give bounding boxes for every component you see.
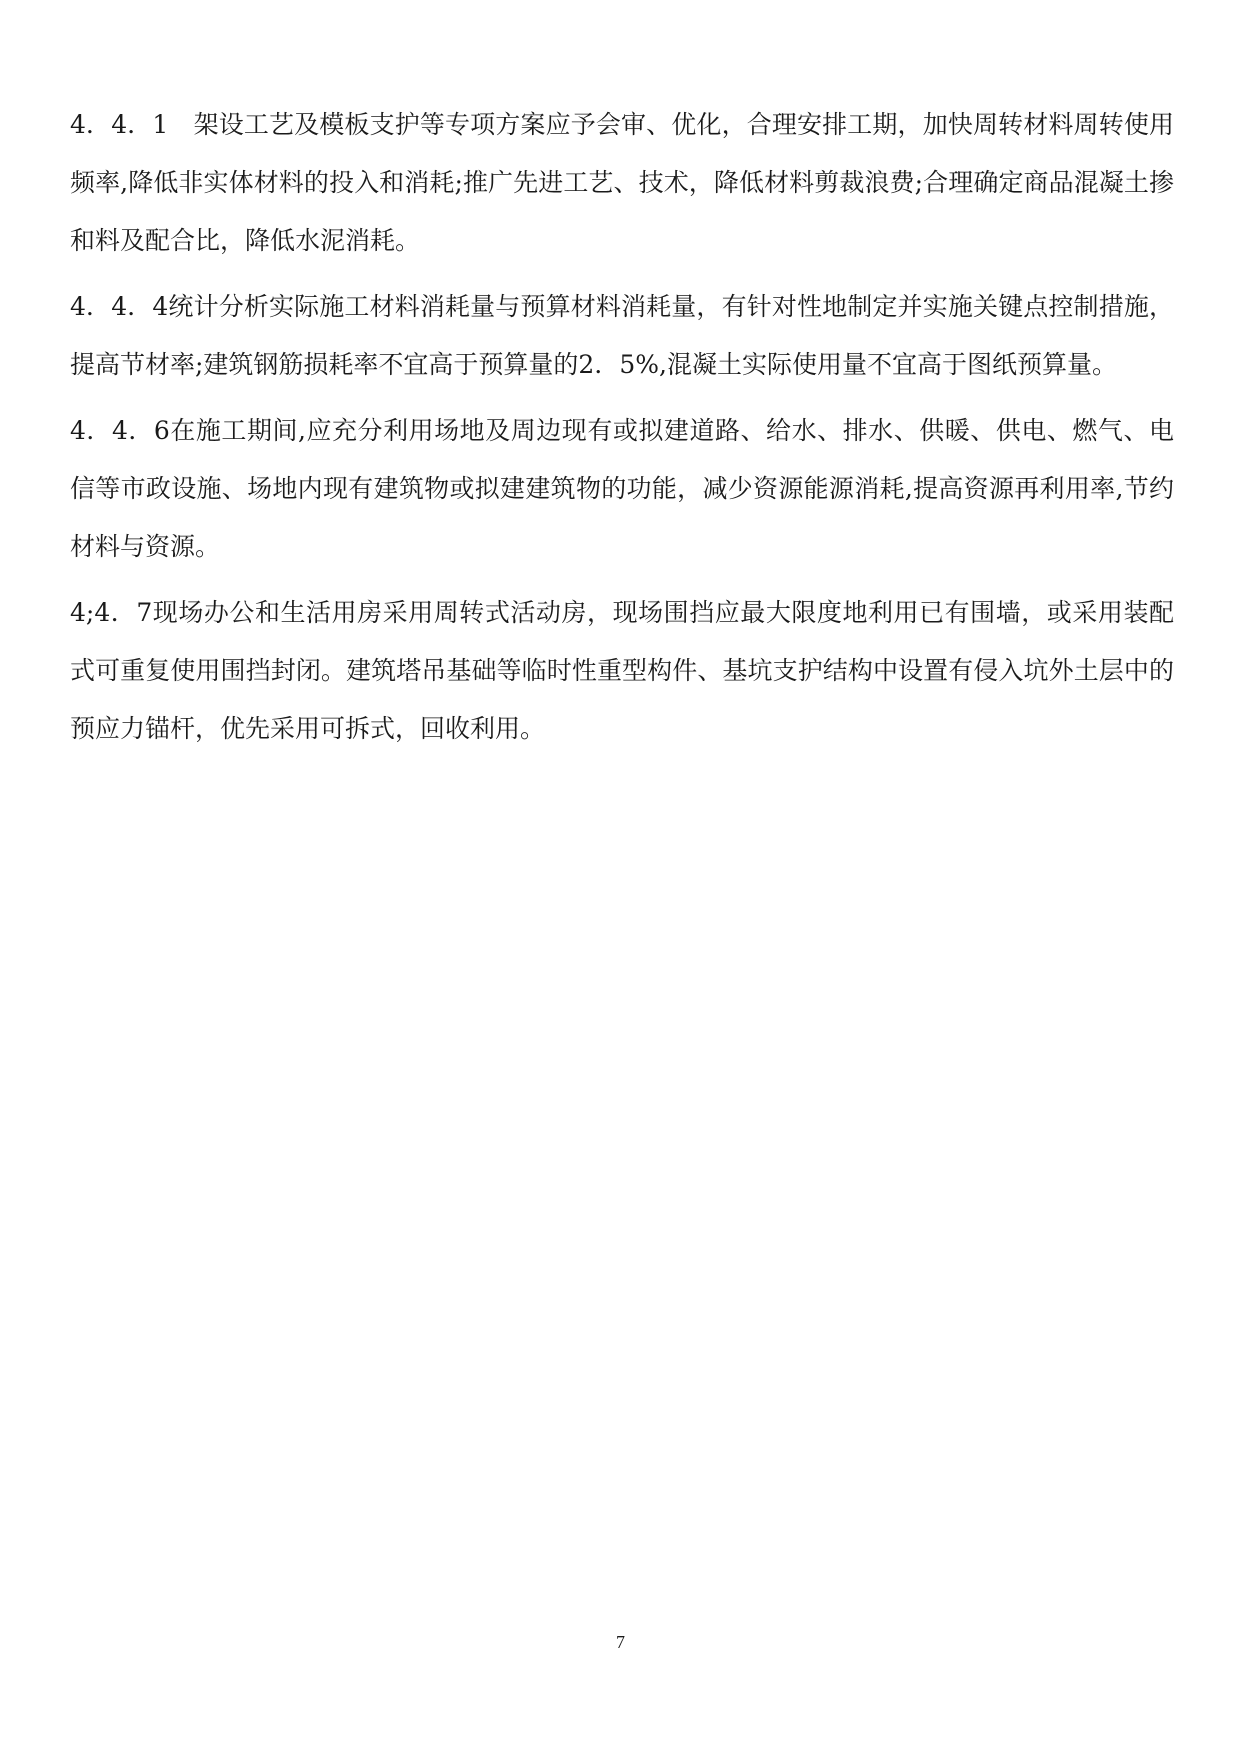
document-body bbox=[70, 96, 1174, 766]
paragraph-4-4-4: 4．4．4统计分析实际施工材料消耗量与预算材料消耗量，有针对性地制定并实施关键点控制措施，提高节材率;建筑钢筋损耗率不宜高于预算量的2．5%,混凝土实际使用量不宜高于图纸预算量。 bbox=[70, 292, 1174, 379]
paragraph-4-4-1: 4．4．1 架设工艺及模板支护等专项方案应予会审、优化，合理安排工期，加快周转材料周转使用频率,降低非实体材料的投入和消耗;推广先进工艺、技术，降低材料剪裁浪费;合理确定商品混凝土掺和料及配合比，降低水泥消耗。 bbox=[70, 110, 1174, 255]
paragraph-4-4-6: 4．4．6在施工期间,应充分利用场地及周边现有或拟建道路、给水、排水、供暖、供电、燃气、电信等市政设施、场地内现有建筑物或拟建建筑物的功能，减少资源能源消耗,提高资源再利用率,节约材料与资源。 bbox=[70, 416, 1174, 561]
page-number: 7 bbox=[616, 1632, 625, 1652]
paragraph-4-4-7: 4;4．7现场办公和生活用房采用周转式活动房，现场围挡应最大限度地利用已有围墙，或采用装配式可重复使用围挡封闭。建筑塔吊基础等临时性重型构件、基坑支护结构中设置有侵入坑外土层中的预应力锚杆，优先采用可拆式，回收利用。 bbox=[70, 598, 1174, 743]
